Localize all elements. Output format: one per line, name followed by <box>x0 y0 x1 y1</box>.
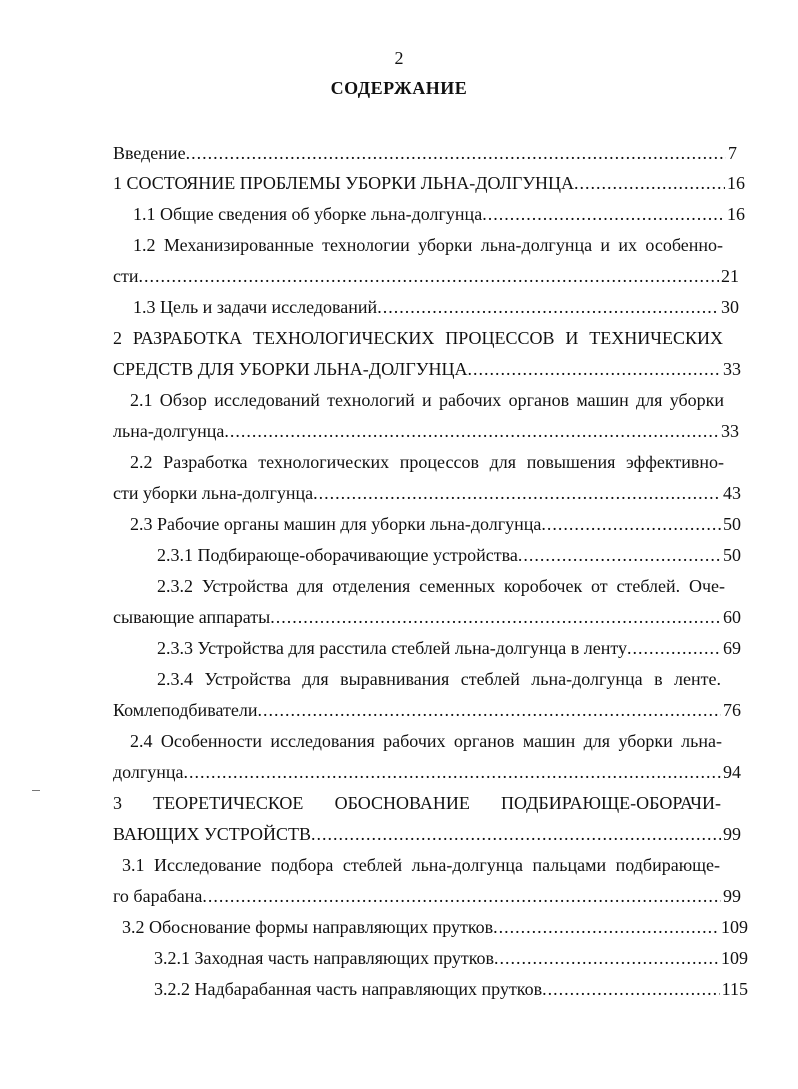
leader-dots <box>139 262 720 290</box>
toc-entry-page: 99 <box>723 824 741 844</box>
toc-entry <box>154 975 748 1003</box>
toc-entry-page: 109 <box>721 917 748 937</box>
page-number: 2 <box>394 48 404 68</box>
leader-dots <box>313 479 721 507</box>
toc-entry <box>113 169 745 197</box>
toc-entry-line1: 3.1 Исследование подбора стеблей льна-долгунца пальцами подбирающе- <box>122 855 720 875</box>
toc-entry-text: сывающие аппараты <box>113 607 271 627</box>
toc-entry-line1: 1.2 Механизированные технологии уборки льна-долгунца и их особенно- <box>133 235 723 255</box>
toc-entry <box>157 634 741 662</box>
toc-entry <box>113 139 737 167</box>
toc-entry-text: Введение <box>113 143 186 163</box>
leader-dots <box>257 696 721 724</box>
toc-entry-line1: 2.4 Особенности исследования рабочих органов машин для уборки льна- <box>130 731 722 751</box>
leader-dots <box>574 169 725 197</box>
leader-dots <box>518 541 721 569</box>
toc-entry-text: долгунца <box>113 762 184 782</box>
page-title: СОДЕРЖАНИЕ <box>330 78 468 98</box>
leader-dots <box>627 634 721 662</box>
toc-entry-text: 2.3 Рабочие органы машин для уборки льна-долгунца <box>130 514 542 534</box>
toc-entry-page: 94 <box>723 762 741 782</box>
toc-entry-page: 33 <box>721 421 739 441</box>
toc-entry-page: 76 <box>723 700 741 720</box>
toc-entry-text: СРЕДСТВ ДЛЯ УБОРКИ ЛЬНА-ДОЛГУНЦА <box>113 359 468 379</box>
toc-entry <box>133 200 745 228</box>
toc-entry-text: ВАЮЩИХ УСТРОЙСТВ <box>113 824 312 844</box>
toc-entry-text: сти <box>113 266 139 286</box>
toc-entry-page: 50 <box>723 545 741 565</box>
leader-dots <box>494 944 719 972</box>
toc-entry <box>113 479 741 507</box>
toc-entry <box>130 510 741 538</box>
toc-entry <box>113 758 741 786</box>
toc-entry <box>154 944 748 972</box>
toc-entry-text: 2.3.3 Устройства для расстила стеблей льна-долгунца в ленту <box>157 638 627 658</box>
toc-entry-page: 16 <box>727 173 745 193</box>
margin-mark <box>32 790 40 791</box>
toc-entry-text: 1.3 Цель и задачи исследований <box>133 297 378 317</box>
toc-entry-line1: 2.3.4 Устройства для выравнивания стеблей льна-долгунца в ленте. <box>157 669 721 689</box>
toc-entry-text: 3.2.2 Надбарабанная часть направляющих прутков <box>154 979 543 999</box>
leader-dots <box>224 417 719 445</box>
toc-entry-text: 3.2 Обоснование формы направляющих прутков <box>122 917 494 937</box>
toc-entry <box>133 293 739 321</box>
toc-entry <box>113 696 741 724</box>
toc-entry-text: льна-долгунца <box>113 421 225 441</box>
toc-entry-page: 7 <box>728 143 737 163</box>
toc-entry-line1: 2.2 Разработка технологических процессов для повышения эффективно- <box>130 452 724 472</box>
toc-entry-text: 1 СОСТОЯНИЕ ПРОБЛЕМЫ УБОРКИ ЛЬНА-ДОЛГУНЦА <box>113 173 574 193</box>
leader-dots <box>202 882 721 910</box>
toc-entry-line1: 2.1 Обзор исследований технологий и рабочих органов машин для уборки <box>130 390 724 410</box>
leader-dots <box>542 975 720 1003</box>
toc-entry-page: 99 <box>723 886 741 906</box>
leader-dots <box>468 355 721 383</box>
toc-entry-line1: 3 ТЕОРЕТИЧЕСКОЕ ОБОСНОВАНИЕ ПОДБИРАЮЩЕ-ОБОРАЧИ- <box>113 793 721 813</box>
toc-entry <box>113 603 741 631</box>
toc-entry-text: 1.1 Общие сведения об уборке льна-долгунца <box>133 204 483 224</box>
toc-entry-line1: 2.3.2 Устройства для отделения семенных коробочек от стеблей. Оче- <box>157 576 725 596</box>
toc-entry-text: го барабана <box>113 886 203 906</box>
toc-entry <box>113 262 739 290</box>
toc-entry-page: 21 <box>721 266 739 286</box>
toc-entry-page: 109 <box>721 948 748 968</box>
toc-entry-page: 43 <box>723 483 741 503</box>
leader-dots <box>541 510 721 538</box>
toc-entry-text: сти уборки льна-долгунца <box>113 483 314 503</box>
leader-dots <box>493 913 719 941</box>
toc-entry-page: 30 <box>721 297 739 317</box>
toc-entry-page: 69 <box>723 638 741 658</box>
leader-dots <box>270 603 721 631</box>
toc-entry-text: Комлеподбиватели <box>113 700 258 720</box>
toc-entry-page: 60 <box>723 607 741 627</box>
toc-entry-page: 16 <box>727 204 745 224</box>
toc-entry <box>113 355 741 383</box>
toc-entry <box>113 882 741 910</box>
leader-dots <box>311 820 721 848</box>
toc-entry-line1: 2 РАЗРАБОТКА ТЕХНОЛОГИЧЕСКИХ ПРОЦЕССОВ И ТЕХНИЧЕСКИХ <box>113 328 723 348</box>
toc-entry <box>113 417 739 445</box>
toc-entry <box>122 913 748 941</box>
leader-dots <box>186 139 726 167</box>
leader-dots <box>377 293 719 321</box>
toc-entry-text: 2.3.1 Подбирающе-оборачивающие устройства <box>157 545 518 565</box>
toc-entry <box>157 541 741 569</box>
toc-entry <box>113 820 741 848</box>
toc-entry-text: 3.2.1 Заходная часть направляющих прутков <box>154 948 495 968</box>
leader-dots <box>184 758 721 786</box>
toc-entry-page: 115 <box>721 979 748 999</box>
leader-dots <box>482 200 725 228</box>
toc-entry-page: 50 <box>723 514 741 534</box>
toc-entry-page: 33 <box>723 359 741 379</box>
